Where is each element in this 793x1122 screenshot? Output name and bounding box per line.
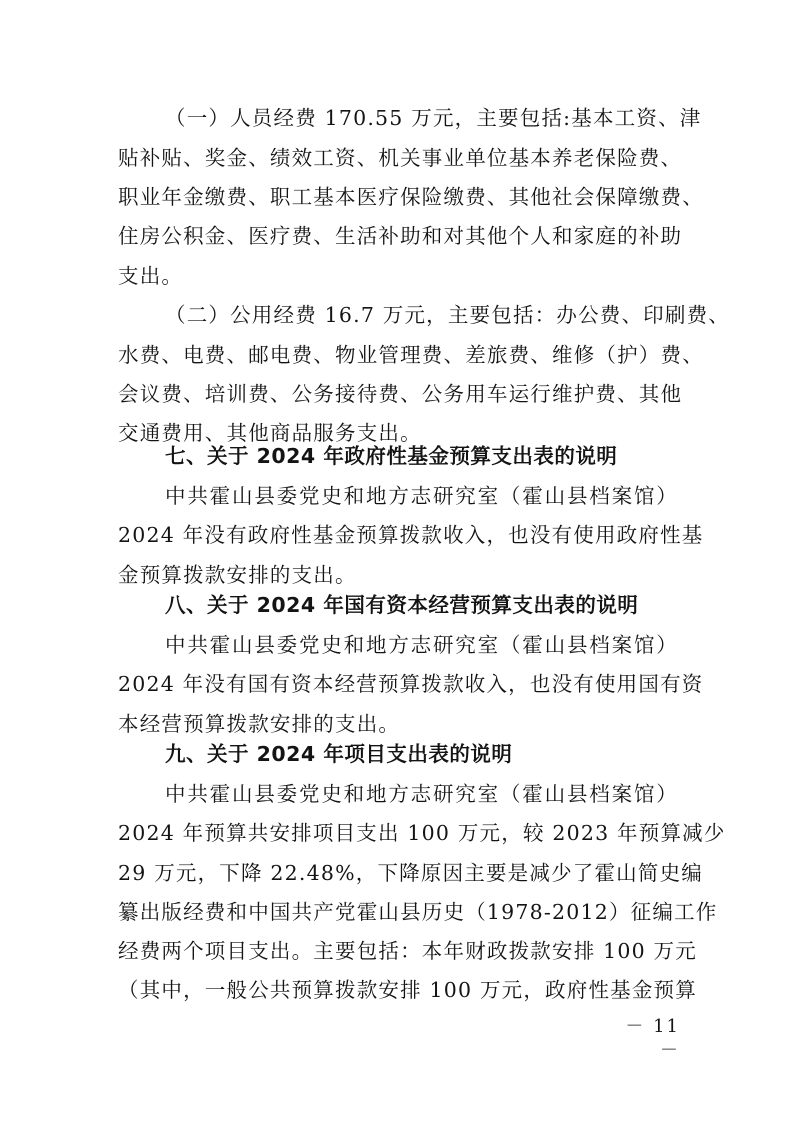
body-text-line: 2024 年没有国有资本经营预算拨款收入，也没有使用国有资 [118,672,704,696]
body-text-line: 职业年金缴费、职工基本医疗保险缴费、其他社会保障缴费、 [118,185,704,209]
body-text-line: （一）人员经费 170.55 万元，主要包括:基本工资、津 [165,106,702,130]
body-text-line: 纂出版经费和中国共产党霍山县历史（1978-2012）征编工作 [118,900,718,924]
body-text-line: 经费两个项目支出。主要包括：本年财政拨款安排 100 万元 [118,939,697,963]
body-text-line: 金预算拨款安排的支出。 [118,563,357,587]
body-text-line: （二）公用经费 16.7 万元，主要包括：办公费、印刷费、 [165,303,730,327]
body-text-line: 住房公积金、医疗费、生活补助和对其他个人和家庭的补助 [118,224,683,248]
section-heading: 九、关于 2024 年项目支出表的说明 [165,742,513,766]
section-heading: 八、关于 2024 年国有资本经营预算支出表的说明 [165,593,639,617]
body-text-line: 交通费用、其他商品服务支出。 [118,421,422,445]
body-text-line: （其中，一般公共预算拨款安排 100 万元，政府性基金预算 [118,978,697,1002]
body-text-line: 中共霍山县委党史和地方志研究室（霍山县档案馆） [165,484,678,508]
body-text-line: 支出。 [118,264,184,288]
body-text-line: 水费、电费、邮电费、物业管理费、差旅费、维修（护）费、 [118,343,704,367]
body-text-line: 会议费、培训费、公务接待费、公务用车运行维护费、其他 [118,382,683,406]
body-text-line: 本经营预算拨款安排的支出。 [118,712,401,736]
body-text-line: 2024 年预算共安排项目支出 100 万元，较 2023 年预算减少 [118,821,726,845]
body-text-line: 贴补贴、奖金、绩效工资、机关事业单位基本养老保险费、 [118,146,683,170]
body-text-line: 中共霍山县委党史和地方志研究室（霍山县档案馆） [165,633,678,657]
section-heading: 七、关于 2024 年政府性基金预算支出表的说明 [165,444,618,468]
body-text-line: 2024 年没有政府性基金预算拨款收入，也没有使用政府性基 [118,523,704,547]
page-number: － 11 － [625,1016,680,1061]
body-text-line: 29 万元，下降 22.48%，下降原因主要是减少了霍山简史编 [118,861,703,885]
body-text-line: 中共霍山县委党史和地方志研究室（霍山县档案馆） [165,782,678,806]
